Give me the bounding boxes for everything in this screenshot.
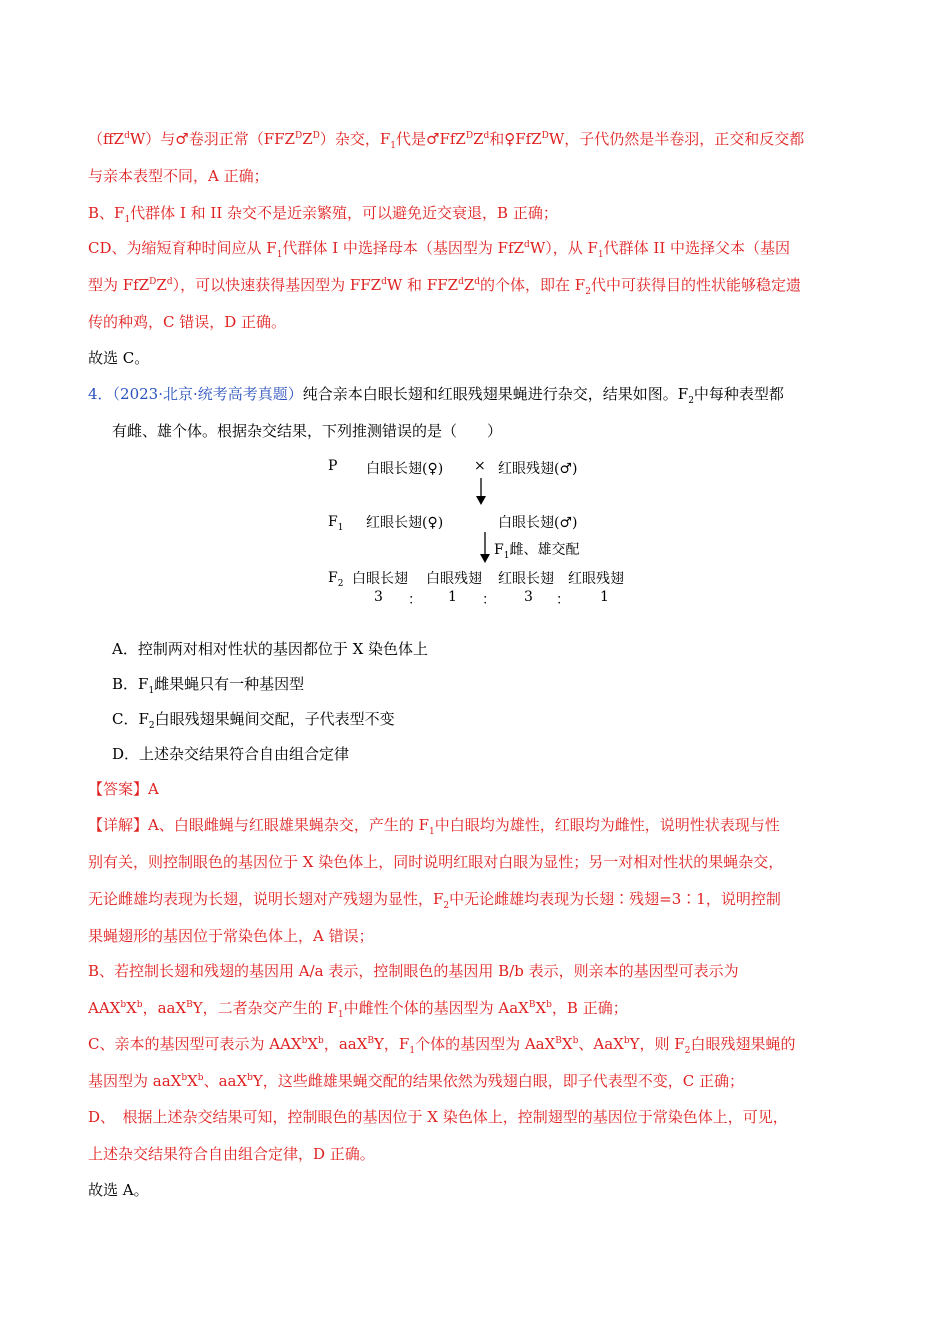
f2-ratio: 1 — [448, 589, 457, 605]
detail-line: 果蝇翅形的基因位于常染色体上，A 错误； — [88, 927, 374, 945]
detail-line: 上述杂交结果符合自由组合定律，D 正确。 — [88, 1145, 375, 1163]
explanation-line: 型为 $FfZ^DZ^d$），可以快速获得基因型为 FFZ$^d$W 和 $FFZ^dZ^d$的个体，即在 $F_2$代中可获得目的性状能够稳定遗 — [88, 276, 801, 297]
option-d: D．上述杂交结果符合自由组合定律 — [112, 745, 350, 763]
f1-label: $F_1$ — [328, 514, 344, 533]
detail-line: B、若控制长翅和残翅的基因用 A/a 表示，控制眼色的基因用 B/b 表示，则亲本的基因型可表示为 — [88, 962, 739, 980]
detail-line: D、 根据上述杂交结果可知，控制眼色的基因位于 X 染色体上，控制翅型的基因位于常染色体上，可见， — [88, 1108, 788, 1126]
f2-ratio-sep: ： — [408, 592, 422, 608]
f2-type: 红眼长翅 — [498, 571, 554, 587]
f2-ratio: 3 — [524, 589, 533, 605]
f2-label: $F_2$ — [328, 570, 344, 589]
arrow-down-icon — [474, 476, 488, 506]
f2-ratio: 3 — [374, 589, 383, 605]
option-b: B．$F_1$雌果蝇只有一种基因型 — [112, 675, 305, 696]
f1-mating-note: $F_1$雌、雄交配 — [494, 542, 580, 561]
p-male: 红眼残翅(♂) — [498, 461, 578, 477]
explanation-line: B、$F_1$代群体 I 和 II 杂交不是近亲繁殖，可以避免近交衰退，B 正确； — [88, 204, 558, 225]
f1-female: 红眼长翅(♀) — [366, 515, 444, 531]
explanation-line: 传的种鸡，C 错误，D 正确。 — [88, 313, 287, 331]
f2-type: 红眼残翅 — [568, 571, 624, 587]
detail-line: 【详解】A、白眼雌蝇与红眼雄果蝇杂交，产生的 $F_1$中白眼均为雄性，红眼均为雌性，说明性状表现与性 — [88, 816, 780, 837]
detail-line: 别有关，则控制眼色的基因位于 X 染色体上，同时说明红眼对白眼为显性；另一对相对性状的果蝇杂交， — [88, 853, 784, 871]
question-stem: 4．（2023·北京·统考高考真题）纯合亲本白眼长翅和红眼残翅果蝇进行杂交，结果如图。$F_2$中每种表型都 — [88, 385, 784, 406]
conclusion: 故选 A。 — [88, 1181, 149, 1199]
question-number: 4． — [88, 385, 113, 403]
detail-line: C、亲本的基因型可表示为 $AAX^bX^b$，aaX$^B$Y，$F_1$个体的基因型为 $AaX^BX^b$、AaX$^b$Y，则 $F_2$白眼残翅果蝇的 — [88, 1035, 796, 1056]
explanation-line: 与亲本表型不同，A 正确； — [88, 167, 269, 185]
option-c: C．$F_2$白眼残翅果蝇间交配，子代表型不变 — [112, 710, 395, 731]
question-stem-line2: 有雌、雄个体。根据杂交结果，下列推测错误的是（ ） — [112, 422, 503, 440]
f1-male: 白眼长翅(♂) — [498, 515, 578, 531]
explanation-line: （ffZ$^d$W）与♂卷羽正常$(FFZ^DZ^D)$杂交，$F_1$代是$♂FfZ^DZ^d$和♀FfZ$^D$W，子代仍然是半卷羽，正交和反交都 — [88, 130, 805, 151]
conclusion: 故选 C。 — [88, 349, 150, 367]
p-label: P — [328, 458, 338, 474]
cross-symbol: × — [474, 458, 486, 474]
p-female: 白眼长翅(♀) — [366, 461, 444, 477]
detail-line: 无论雌雄均表现为长翅，说明长翅对产残翅为显性，$F_2$中无论雌雄均表现为长翅∶残翅=3∶1，说明控制 — [88, 890, 781, 911]
detail-line: $AAX^bX^b$，aaX$^B$Y，二者杂交产生的 $F_1$中雌性个体的基因型为 $AaX^BX^b$，B 正确； — [88, 999, 628, 1020]
f2-ratio-sep: ： — [556, 592, 570, 608]
f2-type: 白眼长翅 — [352, 571, 408, 587]
explanation-line: CD、为缩短育种时间应从 $F_1$代群体 I 中选择母本（基因型为 FfZ$^d$W），从 $F_1$代群体 II 中选择父本（基因 — [88, 239, 791, 260]
question-source: （2023·北京·统考高考真题） — [112, 385, 303, 403]
f2-ratio-sep: ： — [482, 592, 496, 608]
detail-line: 基因型为 $aaX^bX^b$、aaX$^b$Y，这些雌雄果蝇交配的结果依然为残翅白眼，即子代表型不变，C 正确； — [88, 1072, 745, 1090]
f2-type: 白眼残翅 — [426, 571, 482, 587]
arrow-down-icon — [478, 530, 492, 564]
answer: 【答案】A — [88, 780, 159, 798]
cross-diagram — [318, 452, 638, 612]
f2-ratio: 1 — [600, 589, 609, 605]
option-a: A．控制两对相对性状的基因都位于 X 染色体上 — [112, 640, 429, 658]
